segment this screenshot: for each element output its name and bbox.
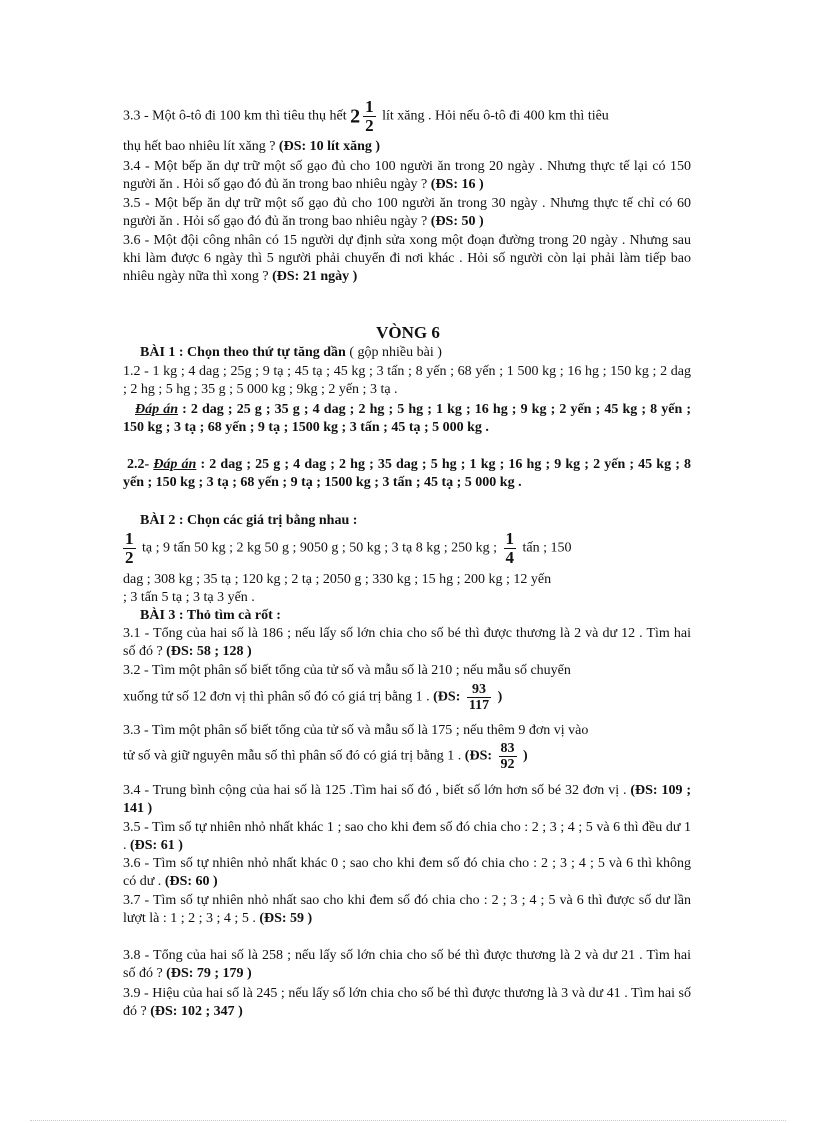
question-3-9 (123, 985, 691, 1021)
answer: (ĐS: 10 lít xăng ) (278, 139, 381, 154)
problem-3-3-line2 (123, 138, 380, 156)
answer-label: Đáp án (153, 457, 197, 472)
problem-3-5 (123, 195, 691, 231)
problem-text: 3.7 - Tìm số tự nhiên nhỏ nhất sao cho khi đem số đó chia cho : 2 ; 3 ; 4 ; 5 và 6 thì được số dư lần lượt là : 1 ; 2 ; 3 ; 4 ; 5 . (123, 893, 691, 926)
round-title: VÒNG 6 (376, 323, 440, 342)
denominator: 2 (125, 548, 134, 567)
question-3-2-line2 (123, 682, 502, 713)
answer: (ĐS: 102 ; 347 ) (150, 1004, 243, 1019)
numerator: 1 (365, 97, 374, 116)
bai2-line2: dag ; 308 kg ; 35 tạ ; 120 kg ; 2 tạ ; 2050 g ; 330 kg ; 15 hg ; 200 kg ; 12 yến (123, 572, 552, 587)
numerator: 1 (505, 529, 515, 548)
problem-text: 3.5 - Một bếp ăn dự trữ một số gạo đủ cho 100 người ăn trong 30 ngày . Nhưng thực tế chỉ có 60 người ăn . Hỏi số gạo đó đủ ăn trong bao nhiêu ngày ? (123, 196, 691, 229)
answer-1-2 (123, 401, 691, 437)
page-divider (30, 1120, 786, 1121)
answer-text: : 2 dag ; 25 g ; 4 dag ; 2 hg ; 35 dag ; 5 hg ; 1 kg ; 16 hg ; 9 kg ; 2 yến ; 45 kg ; 8 yến ; 150 kg ; 3 tạ ; 68 yến ; 9 tạ ; 1500 kg ; 3 tấn ; 45 tạ ; 5 000 kg . (123, 457, 691, 490)
answer: ) (497, 689, 503, 705)
numerator: 93 (471, 682, 486, 697)
problem-text: tử số và giữ nguyên mẫu số thì phân số đó có giá trị bằng 1 . (123, 748, 462, 764)
question-3-4 (123, 782, 691, 818)
answer-label: Đáp án (135, 402, 179, 417)
answer: (ĐS: 60 ) (164, 874, 218, 889)
question-3-2-line1: 3.2 - Tìm một phân số biết tổng của tử số và mẫu số là 210 ; nếu mẫu số chuyển (123, 663, 571, 678)
numerator: 1 (125, 529, 134, 548)
problem-text: 3.6 - Tìm số tự nhiên nhỏ nhất khác 0 ; sao cho khi đem số đó chia cho : 2 ; 3 ; 4 ; 5 và 6 thì không có dư . (123, 856, 691, 889)
answer: (ĐS: 59 ) (259, 911, 313, 926)
answer-2-2 (123, 456, 691, 492)
problem-3-6 (123, 232, 691, 286)
section-title: BÀI 1 : Chọn theo thứ tự tăng dần (140, 345, 346, 360)
fraction (123, 530, 136, 567)
answer: (ĐS: 79 ; 179 ) (166, 966, 252, 981)
problem-3-4 (123, 158, 691, 194)
answer-prefix: 2.2- (127, 457, 150, 472)
values-text: tạ ; 9 tấn 50 kg ; 2 kg 50 g ; 9050 g ; 50 kg ; 3 tạ 8 kg ; 250 kg ; (142, 540, 498, 556)
bai2-line3: ; 3 tấn 5 tạ ; 3 tạ 3 yến . (123, 590, 255, 605)
answer: (ĐS: 16 ) (430, 177, 484, 192)
question-3-1 (123, 625, 691, 661)
answer: (ĐS: 58 ; 128 ) (166, 644, 252, 659)
problem-text: 3.4 - Một bếp ăn dự trữ một số gạo đủ cho 100 người ăn trong 20 ngày . Nhưng thực tế lại có 150 người ăn . Hỏi số gạo đó đủ ăn trong bao nhiêu ngày ? (123, 159, 691, 192)
problem-text: lít xăng . Hỏi nếu ô-tô đi 400 km thì tiêu (382, 108, 609, 124)
mixed-whole: 2 (350, 105, 361, 128)
question-3-3-line1: 3.3 - Tìm một phân số biết tổng của tử số và mẫu số là 175 ; nếu thêm 9 đơn vị vào (123, 723, 589, 738)
fraction (467, 682, 491, 713)
answer-text: : 2 dag ; 25 g ; 35 g ; 4 dag ; 2 hg ; 5 hg ; 1 kg ; 16 hg ; 9 kg ; 2 yến ; 45 kg ; 8 yến ; 150 kg ; 3 tạ ; 68 yến ; 9 tạ ; 1500 kg ; 3 tấn ; 45 tạ ; 5 000 kg . (123, 402, 692, 435)
values-text: tấn ; 150 (522, 540, 572, 556)
bai1-heading (140, 344, 442, 362)
denominator: 4 (505, 548, 515, 567)
question-1-2: 1.2 - 1 kg ; 4 dag ; 25g ; 9 tạ ; 45 tạ ; 45 kg ; 3 tấn ; 8 yến ; 68 yến ; 1 500 kg ; 16 hg ; 150 kg ; 2 dag ; 2 hg ; 5 hg ; 35 g ; 5 000 kg ; 9kg ; 2 yến ; 3 tạ . (123, 364, 691, 397)
fraction (504, 530, 517, 567)
problem-text: 3.6 - Một đội công nhân có 15 người dự định sửa xong một đoạn đường trong 20 ngày . Nhưng sau khi làm được 6 ngày thì 5 người phải chuyển đi nơi khác . Hỏi số người còn lại phải làm tiếp bao nhiêu ngày nữa thì xong ? (123, 233, 691, 284)
question-3-7 (123, 892, 691, 928)
problem-text: xuống tử số 12 đơn vị thì phân số đó có giá trị bằng 1 . (123, 689, 430, 705)
problem-text: 3.4 - Trung bình cộng của hai số là 125 .Tìm hai số đó , biết số lớn hơn số bé 32 đơn vị . (123, 783, 627, 798)
denominator: 117 (468, 698, 490, 713)
answer: (ĐS: 50 ) (430, 214, 484, 229)
problem-text: 3.3 - Một ô-tô đi 100 km thì tiêu thụ hết (123, 108, 347, 124)
denominator: 92 (500, 757, 515, 772)
question-3-3-line2 (123, 741, 528, 772)
denominator: 2 (365, 116, 374, 135)
answer: (ĐS: (433, 689, 461, 705)
answer: (ĐS: 61 ) (130, 838, 183, 853)
problem-3-3-line1 (123, 98, 609, 135)
bai2-heading: BÀI 2 : Chọn các giá trị bằng nhau : (140, 513, 358, 528)
question-3-5 (123, 819, 691, 855)
bai3-heading: BÀI 3 : Thỏ tìm cà rốt : (140, 608, 281, 623)
problem-text: 3.9 - Hiệu của hai số là 245 ; nếu lấy số lớn chia cho số bé thì được thương là 3 và dư 41 . Tìm hai số đó ? (123, 986, 691, 1019)
bai2-line1 (120, 530, 572, 567)
problem-text: 3.8 - Tổng của hai số là 258 ; nếu lấy số lớn chia cho số bé thì được thương là 2 và dư 21 . Tìm hai số đó ? (123, 948, 691, 981)
question-3-6 (123, 855, 691, 891)
problem-text: 3.5 - Tìm số tự nhiên nhỏ nhất khác 1 ; sao cho khi đem số đó chia cho : 2 ; 3 ; 4 ; 5 và 6 thì đều dư 1 . (123, 820, 691, 853)
problem-text: 3.1 - Tổng của hai số là 186 ; nếu lấy số lớn chia cho số bé thì được thương là 2 và dư 12 . Tìm hai số đó ? (123, 626, 691, 659)
fraction (499, 741, 517, 772)
numerator: 83 (500, 741, 515, 756)
section-note: ( gộp nhiều bài ) (349, 345, 442, 360)
answer: (ĐS: (464, 748, 493, 764)
answer: (ĐS: 109 ; 141 ) (123, 783, 692, 816)
answer: (ĐS: 21 ngày ) (272, 269, 358, 284)
fraction (363, 98, 376, 135)
problem-text: thụ hết bao nhiêu lít xăng ? (123, 139, 276, 154)
answer: ) (523, 748, 528, 764)
question-3-8 (123, 947, 691, 983)
